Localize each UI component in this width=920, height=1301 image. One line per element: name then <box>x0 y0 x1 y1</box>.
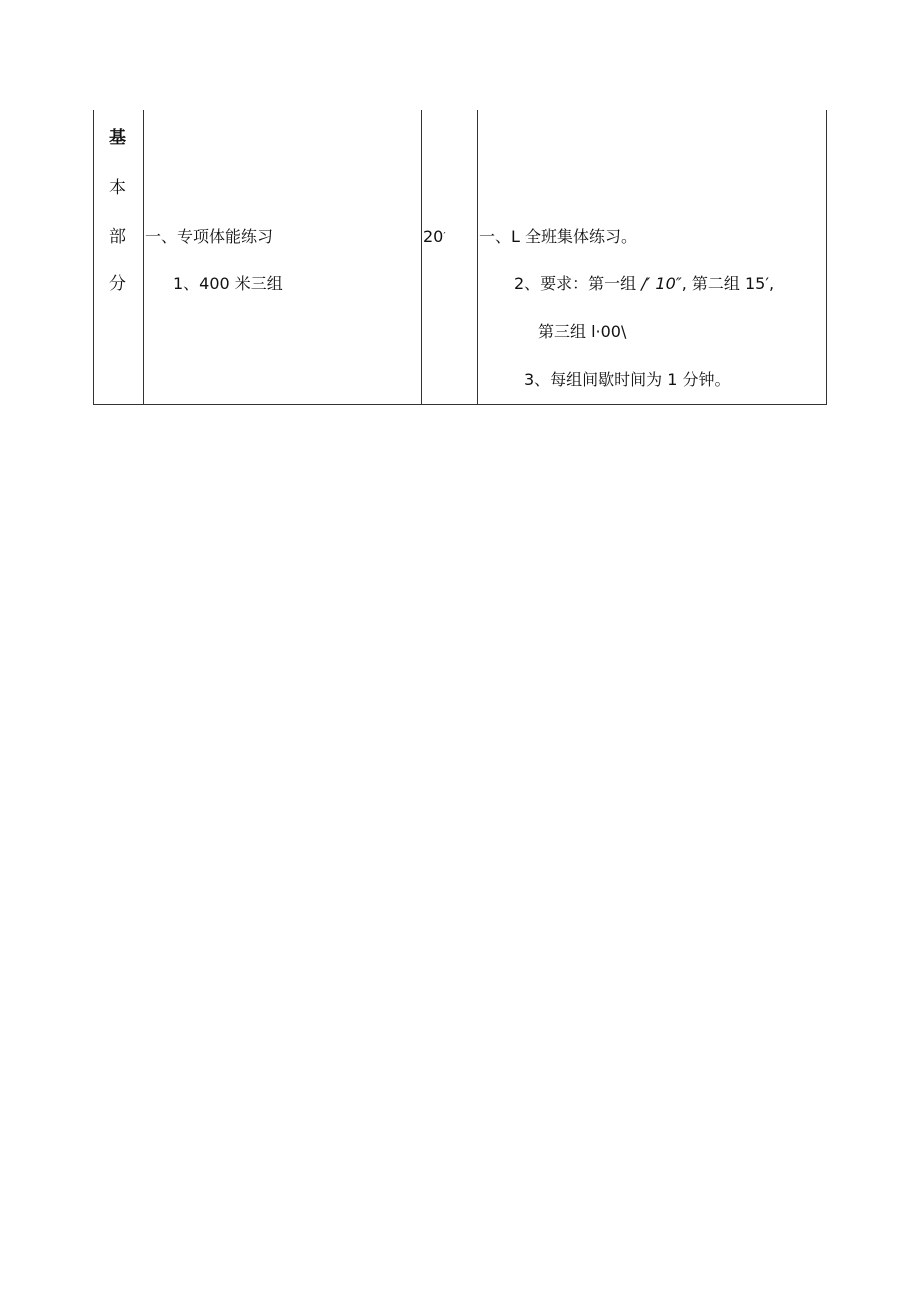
lesson-table <box>93 110 827 405</box>
table-divider-1 <box>143 110 144 405</box>
section-label-char-4: 分 <box>109 274 126 294</box>
section-label-char-1: 基 <box>109 128 126 148</box>
table-border-right <box>826 110 827 405</box>
table-border-left <box>93 110 94 405</box>
time-cell <box>423 227 446 247</box>
method-line-2-time: /′ 10″ <box>641 274 682 293</box>
method-line-1: 一、L 全班集体练习。 <box>479 227 638 246</box>
method-line-2-c: , 第二组 15′, <box>681 274 775 293</box>
time-value: 20 <box>423 227 444 246</box>
time-unit-mark: ′ <box>443 231 446 242</box>
table-divider-3 <box>477 110 478 405</box>
table-border-bottom <box>93 404 827 405</box>
method-line-2-a: 2、要求：第一组 <box>514 274 642 293</box>
method-line-2 <box>514 274 774 294</box>
section-label-char-3: 部 <box>109 227 126 247</box>
content-item-1: 1、400 米三组 <box>173 274 283 293</box>
table-divider-2 <box>421 110 422 405</box>
method-line-3: 第三组 l·00\ <box>538 322 627 341</box>
section-label-char-2: 本 <box>109 178 126 198</box>
content-heading: 一、专项体能练习 <box>145 227 274 246</box>
method-line-4: 3、每组间歇时间为 1 分钟。 <box>524 370 731 389</box>
